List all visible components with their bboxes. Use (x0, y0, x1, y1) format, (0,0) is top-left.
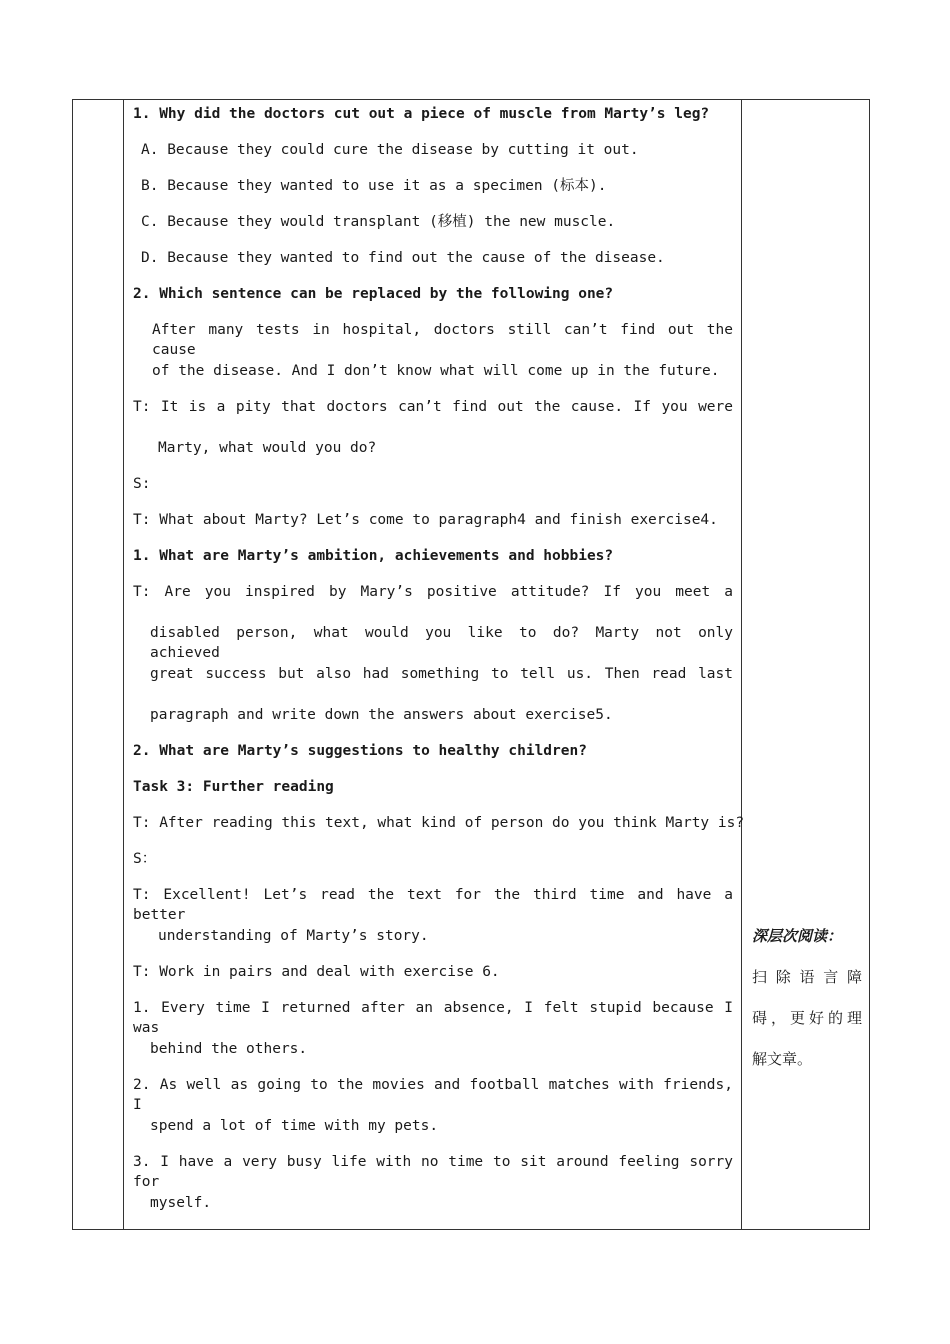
question-suggestions: 2. What are Marty’s suggestions to healthy children? (133, 743, 587, 759)
option-d: D. Because they wanted to find out the cause of the disease. (141, 250, 665, 266)
side-note-line: 扫除语言障 (752, 968, 862, 986)
option-a: A. Because they could cure the disease by cutting it out. (141, 142, 639, 158)
side-note-line: 碍，更好的理 (752, 1009, 862, 1027)
teacher-line: understanding of Marty’s story. (158, 928, 429, 944)
option-c: C. Because they would transplant (移植) the new muscle. (141, 214, 616, 230)
exercise-item: 3. I have a very busy life with no time to sit around feeling sorry for (133, 1154, 733, 1190)
exercise-item: spend a lot of time with my pets. (150, 1118, 439, 1134)
teacher-line: T: Are you inspired by Mary’s positive attitude? If you meet a (133, 584, 733, 600)
side-note-line: 解文章。 (752, 1050, 813, 1068)
teacher-line: disabled person, what would you like to do? Marty not only achieved (150, 625, 733, 661)
lesson-table (72, 99, 870, 1230)
question-1: 1. Why did the doctors cut out a piece of muscle from Marty’s leg? (133, 106, 710, 122)
side-note-title: 深层次阅读： (752, 927, 843, 945)
option-b: B. Because they wanted to use it as a specimen (标本). (141, 178, 607, 194)
teacher-line: paragraph and write down the answers about exercise5. (150, 707, 613, 723)
student-line: S: (133, 476, 151, 492)
teacher-line: T: Excellent! Let’s read the text for the third time and have a better (133, 887, 733, 923)
column-divider (741, 100, 742, 1229)
question-2: 2. Which sentence can be replaced by the following one? (133, 286, 614, 302)
teacher-line: great success but also had something to tell us. Then read last (150, 666, 733, 682)
teacher-line: Marty, what would you do? (158, 440, 377, 456)
question-ambition: 1. What are Marty’s ambition, achievements and hobbies? (133, 548, 614, 564)
teacher-line: T: It is a pity that doctors can’t find out the cause. If you were (133, 399, 733, 415)
teacher-line: T: What about Marty? Let’s come to paragraph4 and finish exercise4. (133, 512, 718, 528)
exercise-item: 1. Every time I returned after an absence, I felt stupid because I was (133, 1000, 733, 1036)
quote-line: of the disease. And I don’t know what will come up in the future. (152, 363, 720, 379)
column-divider (123, 100, 124, 1229)
student-line: S： (133, 851, 157, 867)
teacher-line: T: After reading this text, what kind of person do you think Marty is? (133, 815, 745, 831)
task-title: Task 3: Further reading (133, 779, 334, 795)
exercise-item: myself. (150, 1195, 212, 1211)
teacher-line: T: Work in pairs and deal with exercise 6. (133, 964, 500, 980)
exercise-item: 2. As well as going to the movies and football matches with friends, I (133, 1077, 733, 1113)
exercise-item: behind the others. (150, 1041, 308, 1057)
quote-line: After many tests in hospital, doctors still can’t find out the cause (152, 322, 733, 358)
